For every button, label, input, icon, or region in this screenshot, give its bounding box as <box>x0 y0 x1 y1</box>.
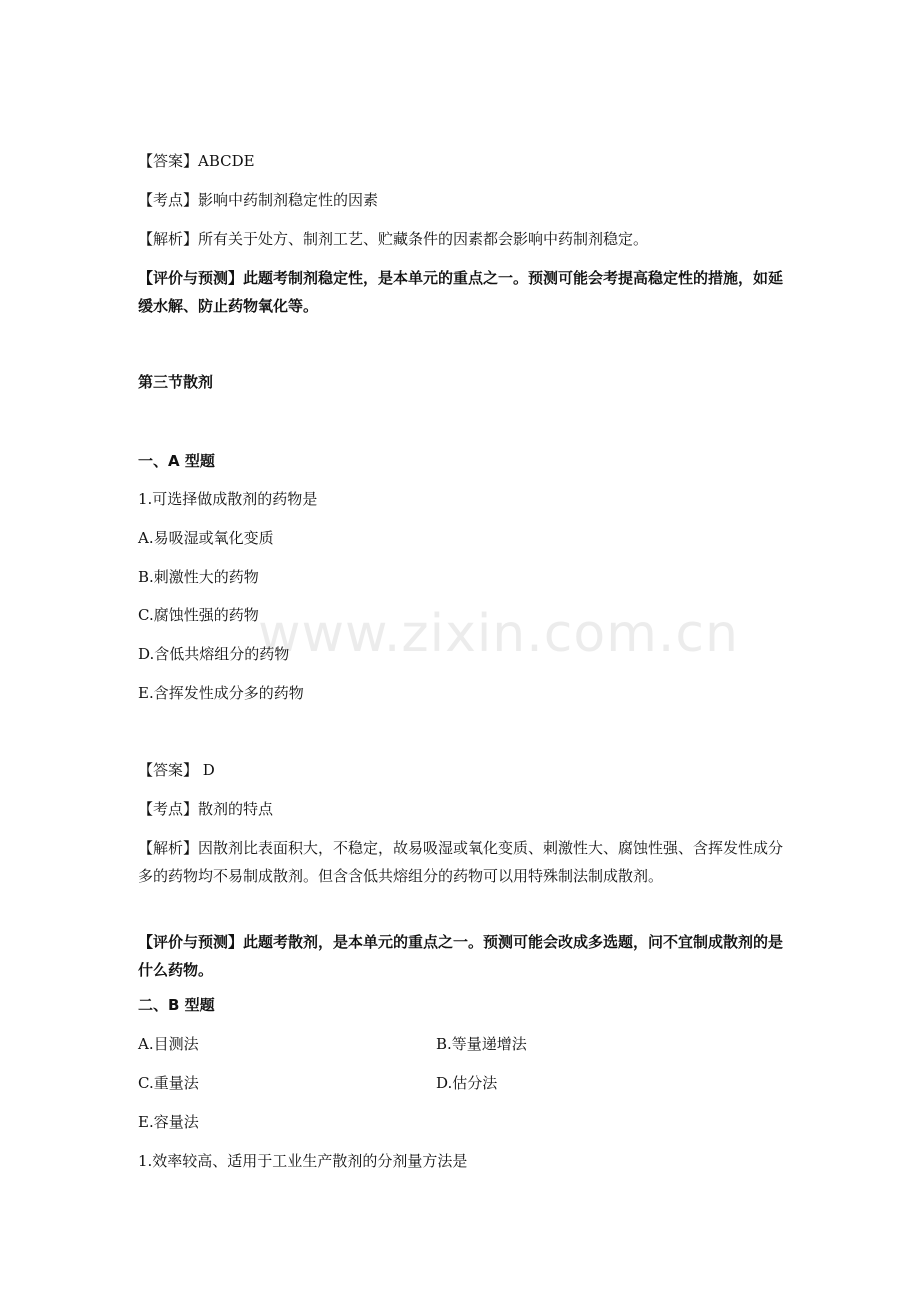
answer-line-1: 【答案】ABCDE <box>138 152 255 170</box>
analysis-line-1: 【解析】所有关于处方、制剂工艺、贮藏条件的因素都会影响中药制剂稳定。 <box>138 230 649 248</box>
part-a-option-c: C.腐蚀性强的药物 <box>138 606 259 624</box>
part-b-question: 1.效率较高、适用于工业生产散剂的分剂量方法是 <box>138 1152 468 1170</box>
evaluation-paragraph-1: 【评价与预测】此题考制剂稳定性，是本单元的重点之一。预测可能会考提高稳定性的措施，如延缓水解、防止药物氧化等。 <box>138 269 784 315</box>
section-title: 第三节散剂 <box>138 373 214 391</box>
part-a-option-a: A.易吸湿或氧化变质 <box>138 529 274 547</box>
part-a-analysis: 【解析】因散剂比表面积大，不稳定，故易吸湿或氧化变质、刺激性大、腐蚀性强、含挥发性成分多的药物均不易制成散剂。但含含低共熔组分的药物可以用特殊制法制成散剂。 <box>138 839 784 885</box>
part-b-option-a: A.目测法 <box>138 1035 199 1053</box>
part-b-option-d: D.估分法 <box>436 1074 498 1092</box>
part-a-question: 1.可选择做成散剂的药物是 <box>138 490 318 508</box>
part-b-option-c: C.重量法 <box>138 1074 199 1092</box>
part-a-evaluation: 【评价与预测】此题考散剂，是本单元的重点之一。预测可能会改成多选题，问不宜制成散剂的是什么药物。 <box>138 933 784 979</box>
part-a-option-e: E.含挥发性成分多的药物 <box>138 684 304 702</box>
part-a-heading: 一、A 型题 <box>138 452 215 470</box>
part-b-heading: 二、B 型题 <box>138 996 215 1014</box>
part-a-exam-point: 【考点】散剂的特点 <box>138 800 274 818</box>
watermark: www.zixin.com.cn <box>258 604 739 664</box>
part-a-option-b: B.刺激性大的药物 <box>138 568 259 586</box>
exam-point-line-1: 【考点】影响中药制剂稳定性的因素 <box>138 191 379 209</box>
part-b-option-e: E.容量法 <box>138 1113 199 1131</box>
part-b-option-b: B.等量递增法 <box>436 1035 527 1053</box>
part-a-answer: 【答案】 D <box>138 761 215 779</box>
part-a-option-d: D.含低共熔组分的药物 <box>138 645 290 663</box>
